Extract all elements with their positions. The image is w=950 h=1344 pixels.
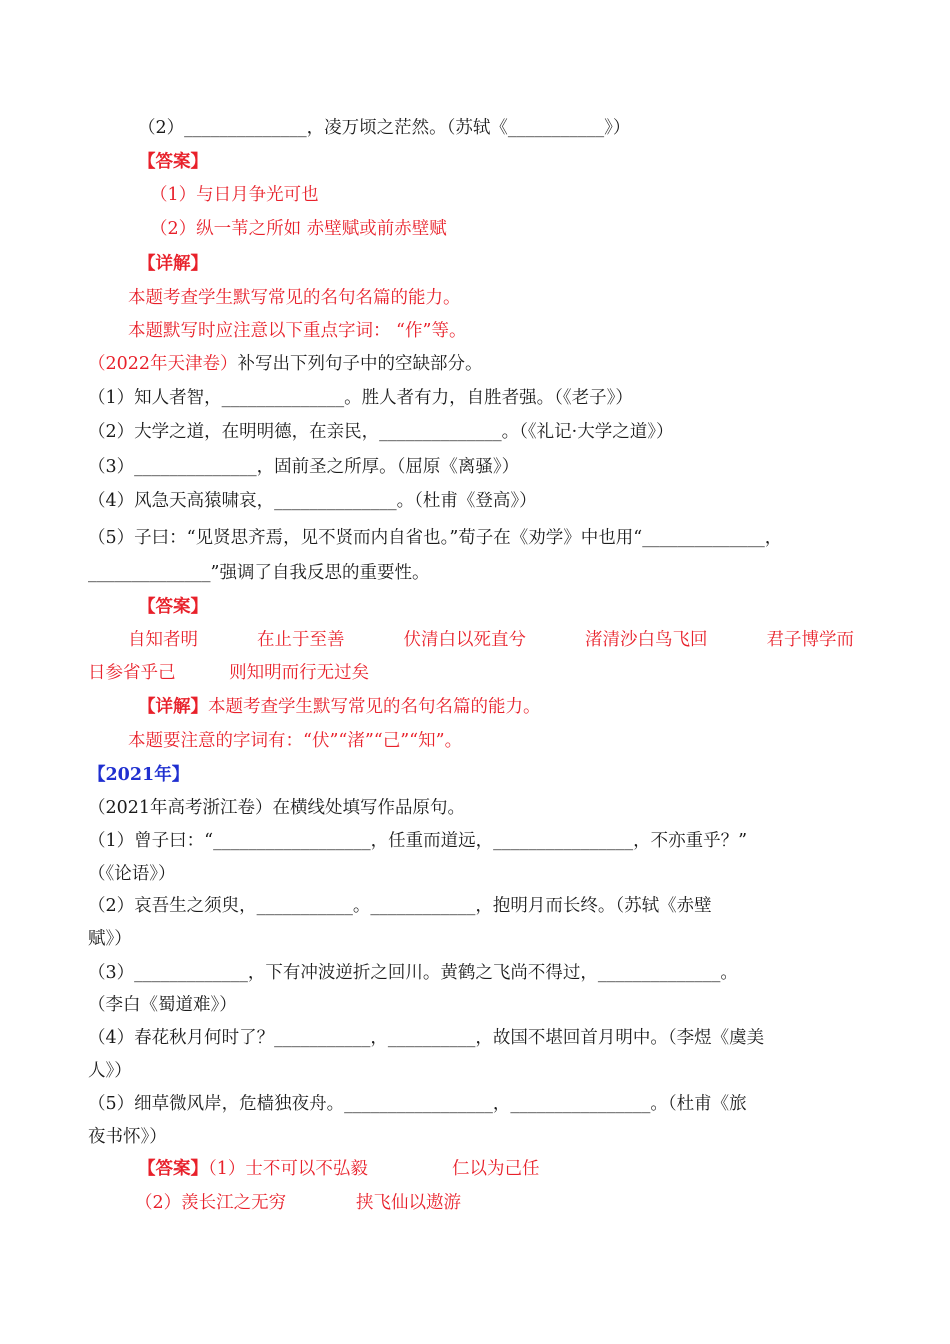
answer-label: 【答案】 (138, 597, 208, 617)
answer-item: 在止于至善 (257, 630, 345, 650)
answer-item: 君子博学而 (766, 630, 854, 650)
detail-line: 本题要注意的字词有：“伏”“渚”“己”“知”。 (128, 731, 463, 751)
answer-item: 挟飞仙以遨游 (356, 1193, 461, 1213)
title-text: 补写出下列句子中的空缺部分。 (237, 354, 483, 374)
answer-label: 【答案】 (138, 1159, 208, 1179)
detail-line: 本题考查学生默写常见的名句名篇的能力。 (128, 288, 461, 308)
detail-label: 【详解】 (138, 254, 208, 274)
answer-item: （2）羡长江之无穷 (135, 1193, 287, 1213)
answer-item: 自知者明 (128, 630, 198, 650)
question-line: （2）______________，凌万顷之茫然。（苏轼《___________》） (138, 118, 631, 138)
source-tag: （2022年天津卷） (88, 354, 238, 374)
detail-text: 本题考查学生默写常见的名句名篇的能力。 (208, 697, 541, 717)
answer-line: （2）纵一苇之所如 赤壁赋或前赤壁赋 (150, 219, 447, 239)
question-line: （4）风急天高猿啸哀，______________。（杜甫《登高》） (88, 491, 537, 511)
detail-label: 【详解】 (138, 697, 208, 717)
question-line: （1）知人者智，______________。胜人者有力，自胜者强。（《老子》） (88, 388, 633, 408)
question-line: （《论语》） (88, 864, 176, 884)
answer-item: 渚清沙白鸟飞回 (585, 630, 708, 650)
question-line: 赋》） (88, 929, 132, 949)
question-line: （1）曾子曰：“__________________，任重而道远，________________，不亦重乎？” (88, 831, 748, 851)
answer-item: 仁以为己任 (452, 1159, 540, 1179)
detail-line (138, 696, 918, 718)
answer-label: 【答案】 (138, 152, 208, 172)
question-line: （5）细草微风岸，危樯独夜舟。_________________，________________。（杜甫《旅 (88, 1094, 747, 1114)
answer-item: （1）士不可以不弘毅 (208, 1159, 368, 1179)
question-line: （3）______________，固前圣之所厚。（屈原《离骚》） (88, 457, 520, 477)
answer-row (88, 662, 868, 684)
year-heading: 【2021年】 (88, 765, 190, 785)
question-line: （3）_____________，下有冲波逆折之回川。黄鹤之飞尚不得过，______________。 (88, 963, 738, 983)
section-title (88, 353, 868, 375)
question-line: （4）春花秋月何时了？___________，__________，故国不堪回首月明中。（李煜《虞美 (88, 1028, 765, 1048)
answer-row (128, 629, 854, 651)
question-line: 夜书怀》） (88, 1127, 167, 1147)
answer-item: 伏清白以死直兮 (403, 630, 526, 650)
answer-item: 日参省乎己 (88, 663, 176, 683)
question-line: （2）大学之道，在明明德，在亲民，______________。（《礼记·大学之道》） (88, 422, 674, 442)
answer-line: （1）与日月争光可也 (150, 185, 319, 205)
detail-line: 本题默写时应注意以下重点字词： “作”等。 (128, 321, 467, 341)
answer-item: 则知明而行无过矣 (229, 663, 370, 683)
question-line: 人》） (88, 1061, 132, 1081)
question-line: （5）子曰：“见贤思齐焉，见不贤而内自省也。”荀子在《劝学》中也用“______________， (88, 528, 783, 548)
question-line: （李白《蜀道难》） (88, 995, 237, 1015)
section-title: （2021年高考浙江卷）在横线处填写作品原句。 (88, 798, 466, 818)
question-line: ______________”强调了自我反思的重要性。 (88, 563, 430, 583)
question-line: （2）哀吾生之须臾，___________。____________，抱明月而长终。（苏轼《赤壁 (88, 896, 712, 916)
